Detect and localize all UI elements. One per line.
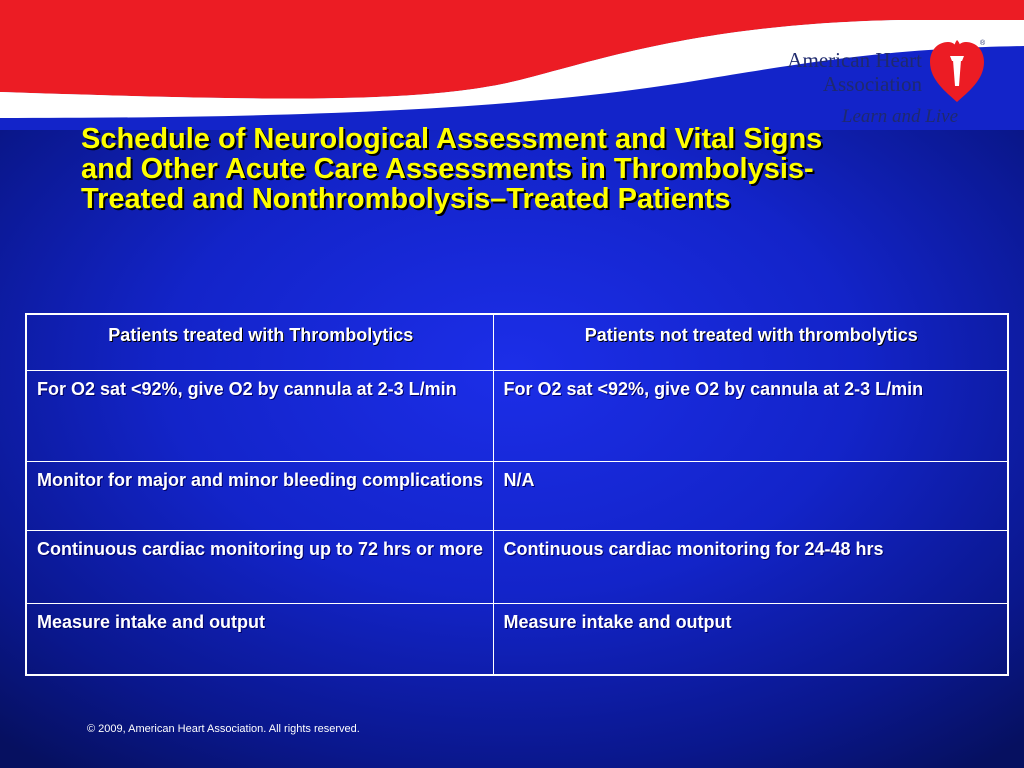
logo-tagline: Learn and Live [841, 106, 958, 127]
header-thrombolytics: Patients treated with Thrombolytics [26, 314, 493, 370]
table-cell: For O2 sat <92%, give O2 by cannula at 2-3 L/min [26, 370, 493, 461]
table-row [26, 603, 1008, 675]
table-row [26, 370, 1008, 461]
trademark-symbol: ® [980, 40, 986, 47]
heart-torch-icon [926, 36, 988, 106]
assessment-table [25, 313, 1009, 676]
slide-title: Schedule of Neurological Assessment and Vital Signs and Other Acute Care Assessments in Thrombolysis-Treated and Nonthrombolysis–Treated Patients [81, 123, 823, 215]
header-no-thrombolytics: Patients not treated with thrombolytics [493, 314, 1008, 370]
table-row [26, 461, 1008, 530]
table-row [26, 530, 1008, 603]
table-cell: Continuous cardiac monitoring up to 72 hrs or more [26, 530, 493, 603]
logo-text-line1: American Heart [787, 48, 922, 72]
table-cell: Continuous cardiac monitoring for 24-48 hrs [493, 530, 1008, 603]
table-cell: Measure intake and output [26, 603, 493, 675]
table-header-row [26, 314, 1008, 370]
table-cell: Measure intake and output [493, 603, 1008, 675]
table-cell: For O2 sat <92%, give O2 by cannula at 2-3 L/min [493, 370, 1008, 461]
table-cell: Monitor for major and minor bleeding complications [26, 461, 493, 530]
aha-logo [781, 36, 1006, 136]
table-cell: N/A [493, 461, 1008, 530]
copyright-footer: © 2009, American Heart Association. All rights reserved. [87, 723, 360, 735]
logo-text-line2: Association [822, 72, 922, 96]
